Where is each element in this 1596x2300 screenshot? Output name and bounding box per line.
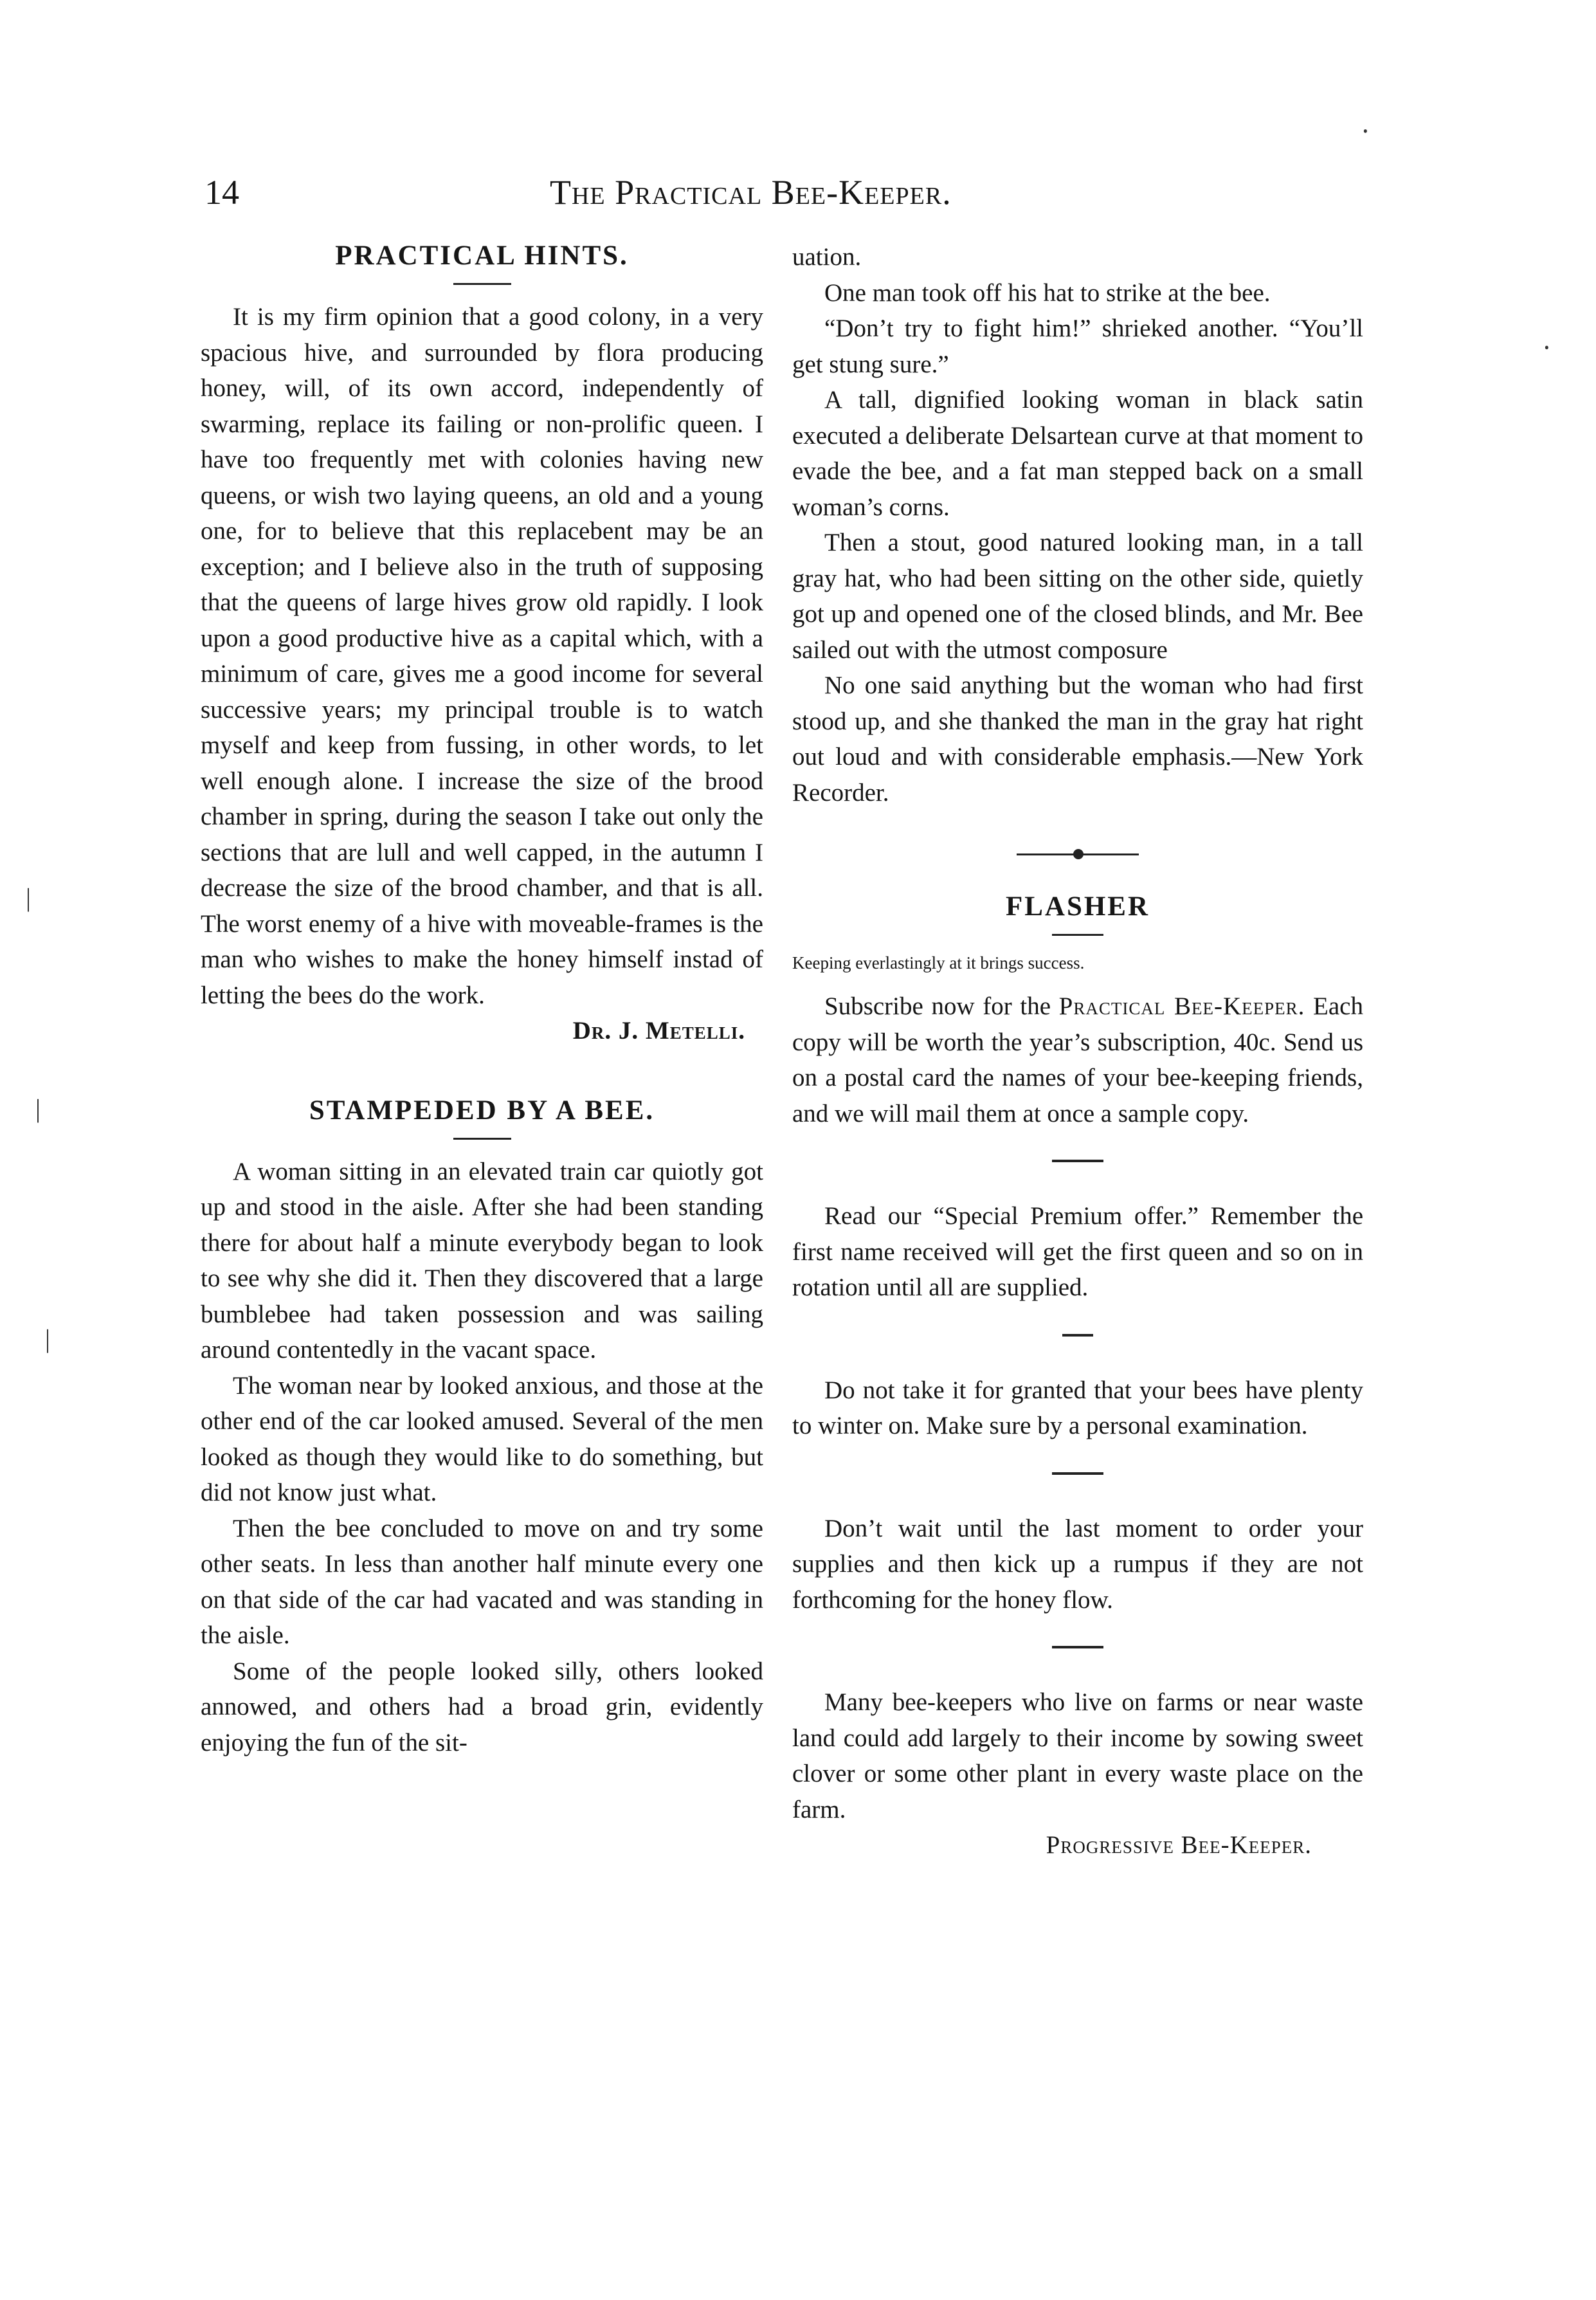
stampeded-continued: Then a stout, good natured looking man, in a tall gray hat, who had been sitting on the other side, quietly got up and opened one of the closed blinds, and Mr. Bee sailed out with the utmost composure — [792, 529, 1363, 664]
short-divider — [1062, 1334, 1093, 1337]
flasher-clover: Many bee-keepers who live on farms or near waste land could add largely to their income by sowing sweet clover or some other plant in every waste place on the farm. — [792, 1688, 1363, 1823]
stampeded-continued: “Don’t try to fight him!” shrieked another. “You’ll get stung sure.” — [792, 315, 1363, 378]
stampeded-continued: No one said anything but the woman who had first stood up, and she thanked the man in the gray hat right out loud and with considerable emphasis.—New York Recorder. — [792, 671, 1363, 807]
margin-mark: | — [26, 883, 32, 912]
stampeded-paragraph: Then the bee concluded to move on and try some other seats. In less than another half minute every one on that side of the car had vacated and was standing in the aisle. — [201, 1514, 763, 1649]
short-divider — [1052, 1160, 1103, 1162]
flasher-signature: Progressive Bee-Keeper. — [1046, 1831, 1312, 1859]
stampeded-continued: One man took off his hat to strike at the bee. — [824, 278, 1271, 307]
magazine-name: Practical Bee-Keeper. — [1058, 992, 1305, 1020]
practical-hints-title: PRACTICAL HINTS. — [335, 241, 629, 271]
stampeded-paragraph: Some of the people looked silly, others looked annowed, and others had a broad grin, evidently enjoying the fun of the sit- — [201, 1657, 763, 1757]
subscribe-text: Subscribe now for the — [824, 992, 1051, 1020]
page-number: 14 — [204, 173, 239, 212]
flasher-supplies: Don’t wait until the last moment to order your supplies and then kick up a rumpus if they are not forthcoming for the honey flow. — [792, 1514, 1363, 1614]
left-column — [201, 239, 763, 1760]
ornament-dot — [1073, 849, 1084, 859]
title-rule — [453, 1138, 511, 1140]
short-divider — [1052, 1646, 1103, 1648]
subscribe-text: Each copy will be worth the year’s subscription, 40c. Send us on a postal card the names of your bee-keeping friends, and we will mail them at once a sample copy. — [792, 992, 1363, 1127]
section-spacer — [201, 1049, 763, 1094]
margin-mark: | — [35, 1094, 41, 1123]
flasher-tagline: Keeping everlastingly at it brings success. — [792, 953, 1085, 972]
margin-mark: | — [45, 1324, 51, 1353]
title-rule — [1052, 934, 1103, 936]
running-title: The Practical Bee-Keeper. — [550, 173, 952, 212]
practical-hints-signature: Dr. J. Metelli. — [572, 1017, 745, 1045]
stampeded-title: STAMPEDED BY A BEE. — [309, 1095, 655, 1126]
flasher-subscribe — [792, 989, 1363, 1131]
scan-speck: ⸳ — [1543, 329, 1550, 358]
stampeded-paragraph: A woman sitting in an elevated train car quiotly got up and stood in the aisle. After she had been standing there for about half a minute everybody began to look to see why she did it. Then they discovered that a large bumblebee had taken possession and was sailing around contentedly in the vacant space. — [201, 1157, 763, 1364]
scan-speck: ⸱ — [1362, 117, 1369, 146]
practical-hints-body: It is my firm opinion that a good colony, in a very spacious hive, and surrounded by flora producing honey, will, of its own accord, independently of swarming, replace its failing or non-prolific queen. I have too frequently met with colonies having new queens, or wish two laying queens, an old and a young one, for to believe that this replacebent may be an exception; and I believe also in the truth of supposing that the queens of large hives grow old rapidly. I look upon a good productive hive as a capital which, with a minimum of care, gives me a good income for several successive years; my principal trouble is to watch myself and keep from fussing, in other words, to let well enough alone. I increase the size of the brood chamber in spring, during the season I take out only the sections that are lull and well capped, in the autumn I decrease the size of the brood chamber, and that is all. The worst enemy of a hive with moveable-frames is the man who wishes to make the honey himself instad of letting the bees do the work. — [201, 303, 763, 1009]
flasher-premium: Read our “Special Premium offer.” Remember the first name received will get the first queen and so on in rotation until all are supplied. — [792, 1202, 1363, 1301]
right-column — [792, 239, 1363, 1863]
stampeded-paragraph: The woman near by looked anxious, and those at the other end of the car looked amused. Several of the men looked as though they would like to do something, but did not know just what. — [201, 1371, 763, 1506]
flasher-title: FLASHER — [1005, 891, 1150, 922]
short-divider — [1052, 1472, 1103, 1475]
ornament-divider — [1017, 845, 1139, 864]
stampeded-continued: uation. — [792, 243, 862, 271]
title-rule — [453, 283, 511, 285]
stampeded-continued: A tall, dignified looking woman in black satin executed a deliberate Delsartean curve at that moment to evade the bee, and a fat man stepped back on a small woman’s corns. — [792, 386, 1363, 521]
flasher-winter: Do not take it for granted that your bees have plenty to winter on. Make sure by a personal examination. — [792, 1376, 1363, 1439]
